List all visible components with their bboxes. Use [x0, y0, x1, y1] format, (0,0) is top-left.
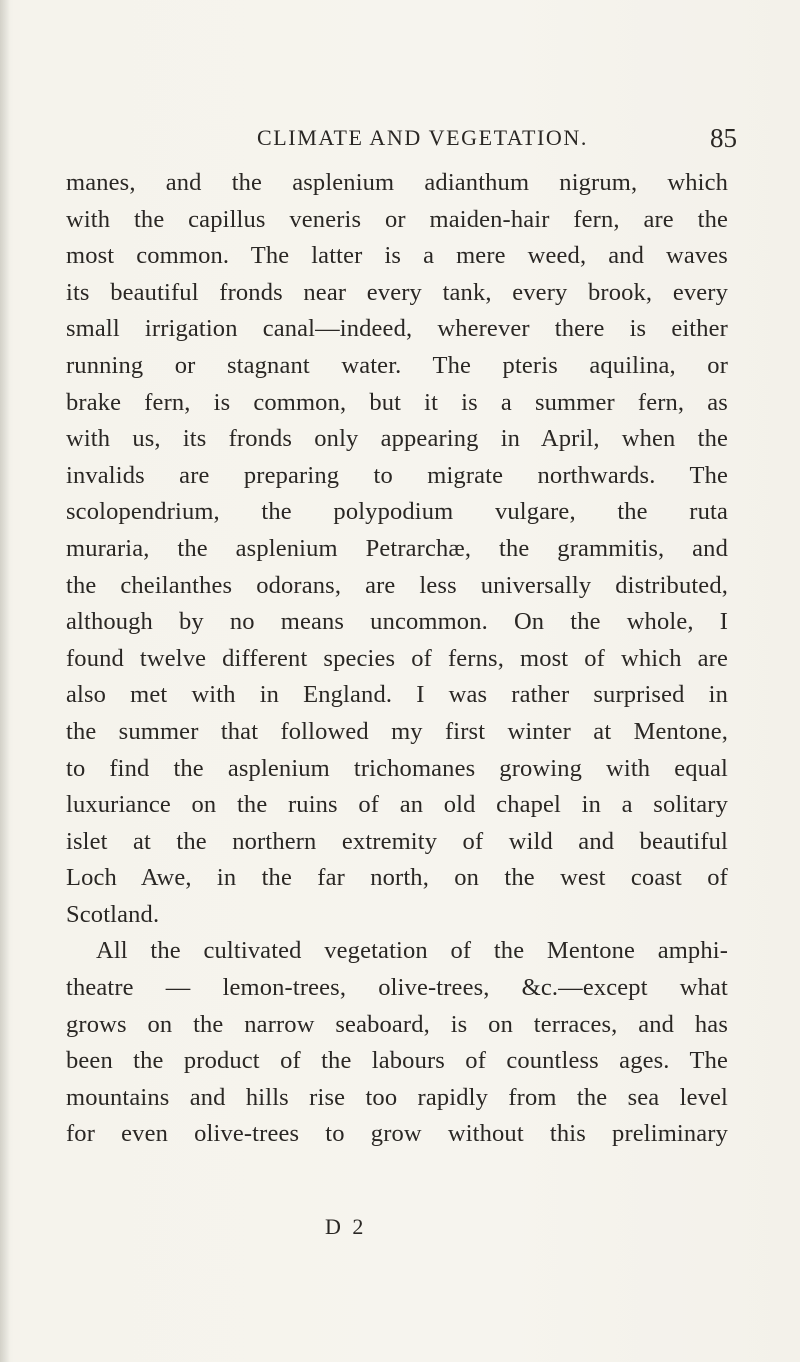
- text-line-paragraph-start: All the cultivated vegetation of the Mentone amphi-: [96, 937, 728, 965]
- text-line: manes, and the asplenium adianthum nigrum, which: [66, 169, 728, 196]
- text-line: scolopendrium, the polypodium vulgare, the ruta: [66, 498, 728, 526]
- page-number: 85: [710, 123, 737, 153]
- text-line: been the product of the labours of countless ages. The: [66, 1047, 728, 1075]
- text-line: theatre — lemon-trees, olive-trees, &c.—except what: [66, 974, 728, 1002]
- text-line: Loch Awe, in the far north, on the west coast of: [66, 864, 728, 892]
- running-head-title: CLIMATE AND VEGETATION.: [257, 125, 588, 150]
- text-line: brake fern, is common, but it is a summer fern, as: [66, 388, 728, 416]
- text-line: muraria, the asplenium Petrarchæ, the grammitis, and: [66, 534, 728, 562]
- text-line: islet at the northern extremity of wild and beautiful: [66, 827, 728, 855]
- text-line: with us, its fronds only appearing in April, when the: [66, 425, 728, 453]
- text-line: the cheilanthes odorans, are less universally distributed,: [66, 571, 728, 599]
- text-line: mountains and hills rise too rapidly from the sea level: [66, 1083, 728, 1111]
- text-line: found twelve different species of ferns, most of which are: [66, 644, 728, 672]
- text-line: small irrigation canal—indeed, wherever there is either: [66, 315, 728, 343]
- binding-gutter-shadow: [0, 0, 10, 1362]
- running-head: [0, 118, 800, 158]
- text-line: to find the asplenium trichomanes growing with equal: [66, 754, 728, 782]
- text-line: the summer that followed my first winter at Mentone,: [66, 717, 728, 745]
- text-line: for even olive-trees to grow without this preliminary: [66, 1120, 728, 1148]
- text-line: most common. The latter is a mere weed, and waves: [66, 242, 728, 270]
- text-line: also met with in England. I was rather surprised in: [66, 681, 728, 709]
- text-line: Scotland.: [66, 900, 160, 928]
- text-line: although by no means uncommon. On the whole, I: [66, 608, 728, 636]
- text-line: running or stagnant water. The pteris aquilina, or: [66, 351, 728, 379]
- text-line: invalids are preparing to migrate northwards. The: [66, 461, 728, 489]
- text-line: with the capillus veneris or maiden-hair fern, are the: [66, 205, 728, 233]
- body-text: [66, 165, 728, 1153]
- text-line: its beautiful fronds near every tank, every brook, every: [66, 278, 728, 306]
- signature-mark: D 2: [325, 1214, 367, 1239]
- text-line: luxuriance on the ruins of an old chapel in a solitary: [66, 791, 728, 819]
- text-line: grows on the narrow seaboard, is on terraces, and has: [66, 1010, 728, 1038]
